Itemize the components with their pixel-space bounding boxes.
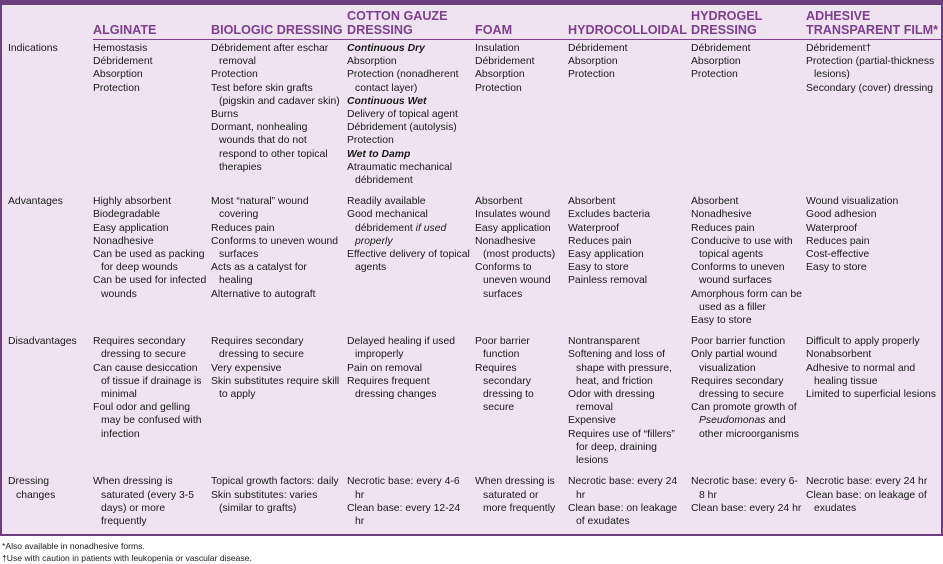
table-cell [211,333,347,473]
column-header: BIOLOGIC DRESSING [211,5,347,40]
list-item: Odor with dressing removal [568,389,655,414]
table-cell [475,193,568,333]
list-item: Good adhesion [806,209,877,221]
list-item: Amorphous form can be used as a filler [691,288,802,313]
table-cell [568,473,691,534]
subheading: Continuous Dry [347,43,425,54]
list-item: Can cause desiccation of tissue if drainage is minimal [93,362,202,401]
list-item: When dressing is saturated (every 3-5 days) or more frequently [93,476,194,527]
list-item: Easy application [568,249,644,261]
table-cell [691,193,806,333]
list-item: Absorbent [568,196,616,208]
list-item: Insulates wound [475,209,551,221]
list-item: Poor barrier function [475,336,530,361]
column-header: ALGINATE [93,5,211,40]
list-item: Test before skin grafts (pigskin and cadaver skin) [211,82,340,107]
list-item: Adhesive to normal and healing tissue [806,362,916,387]
list-item: Hemostasis [93,43,148,54]
table-cell [475,333,568,473]
row-label [2,193,93,333]
table-cell [93,40,211,194]
list-item: Easy to store [568,262,629,274]
list-item: Reduces pain [806,235,870,247]
list-item: Necrotic base: every 24 hr [806,476,928,488]
list-item: Clean base: on leakage of exudates [568,502,678,527]
list-item: Débridement [93,56,153,68]
table-cell [806,40,941,194]
list-item: Effective delivery of topical agents [347,249,470,274]
subheading: Continuous Wet [347,95,427,107]
list-item [691,401,802,441]
list-item: Easy application [93,222,169,234]
list-item: Débridement after eschar removal [211,43,329,68]
table-cell [347,473,475,534]
list-item: Requires secondary dressing to secure [691,375,784,401]
row-label [2,473,93,534]
column-header: ADHESIVE TRANSPARENT FILM* [806,5,941,40]
list-item: Absorption [347,56,397,68]
list-item: Absorption [93,69,143,81]
list-item: Pain on removal [347,362,423,374]
list-item: Insulation [475,43,520,54]
list-item: Alternative to autograft [211,288,316,300]
list-item: Biodegradable [93,209,161,221]
table-cell [93,193,211,333]
column-header: HYDROGEL DRESSING [691,5,806,40]
list-item: Excludes bacteria [568,209,651,221]
list-item: Débridement (autolysis) [347,122,457,134]
footnote-asterisk: *Also available in nonadhesive forms. [2,541,145,552]
list-item: Easy application [475,222,551,234]
list-item: Difficult to apply properly [806,336,920,348]
list-item: Very expensive [211,362,282,374]
list-item: Painless removal [568,275,648,287]
list-item: Delayed healing if used improperly [347,336,456,361]
list-item: Acts as a catalyst for healing [211,262,307,287]
list-item: Necrotic base: every 6-8 hr [691,476,798,501]
list-item: Most “natural” wound covering [211,196,309,221]
table-cell [211,473,347,534]
list-item: Easy to store [806,262,867,274]
table-row [2,193,941,333]
text-segment: and other microorganisms [699,415,799,440]
list-item: Protection [475,82,522,94]
table-cell [691,333,806,473]
list-item: Easy to store [691,315,752,327]
list-item: Conforms to uneven wound surfaces [211,235,339,261]
table-cell [475,473,568,534]
row-label-text: Disadvantages [8,336,77,348]
list-item: Nonabsorbent [806,349,872,361]
list-item: Skin substitutes require skill to apply [211,375,340,401]
table-cell [691,40,806,194]
table-cell [806,333,941,473]
list-item: Waterproof [806,222,858,234]
list-item: Conforms to uneven wound surfaces [475,262,551,300]
list-item: Clean base: every 12-24 hr [347,502,461,527]
list-item: Delivery of topical agent [347,109,458,121]
italic-text: Pseudomonas [699,415,766,427]
list-item: Protection (nonadherent contact layer) [347,69,459,94]
list-item: Wound visualization [806,196,899,208]
list-item: Clean base: on leakage of exudates [806,489,927,514]
list-item: Débridement [475,56,535,68]
list-item: Topical growth factors: daily [211,476,339,488]
list-item: Highly absorbent [93,196,171,208]
table-cell [568,193,691,333]
list-item: Requires use of “fillers” for deep, draining lesions [568,428,675,467]
table-cell [347,40,475,194]
text-segment: Good mechanical débridement [347,209,428,234]
list-item: Only partial wound visualization [691,349,778,374]
list-item: Conducive to use with topical agents [691,235,793,261]
wound-dressings-table [2,5,941,534]
table-row [2,40,941,194]
table-row [2,473,941,534]
table-cell [347,333,475,473]
list-item: Dormant, nonhealing wounds that do not respond to other topical therapies [211,122,328,173]
list-item: Softening and loss of shape with pressure, heat, and friction [568,349,672,387]
table-cell [211,40,347,194]
list-item: Débridement [691,43,751,54]
list-item: Reduces pain [211,222,275,234]
list-item: Absorbent [475,196,523,208]
table-cell [806,193,941,333]
list-item: Absorption [691,56,741,68]
header-blank [2,5,93,40]
row-label [2,333,93,473]
list-item: Absorption [568,56,618,68]
list-item: Nonadhesive [691,209,752,221]
footnote-dagger: †Use with caution in patients with leukopenia or vascular disease. [2,553,252,564]
list-item: Atraumatic mechanical débridement [347,161,453,187]
list-item: Protection [93,82,140,94]
list-item: Nonadhesive [93,235,154,247]
list-item: Foul odor and gelling may be confused with infection [93,402,202,440]
row-label-text: Dressing changes [8,476,56,501]
list-item: Absorption [475,69,525,81]
list-item [347,208,471,248]
list-item: Protection (partial-thickness lesions) [806,56,935,81]
table-cell [691,473,806,534]
list-item: Necrotic base: every 24 hr [568,476,678,501]
header-row [2,5,941,40]
list-item: Requires secondary dressing to secure [475,362,534,414]
list-item: Skin substitutes: varies (similar to grafts) [211,489,318,514]
list-item: Limited to superficial lesions [806,389,936,401]
table-row [2,333,941,473]
column-header: HYDROCOLLOIDAL [568,5,691,40]
list-item: Protection [568,69,615,81]
table-cell [211,193,347,333]
list-item: Cost-effective [806,249,870,261]
list-item: Waterproof [568,222,620,234]
list-item: Débridement [568,43,628,54]
text-segment: Can promote growth of [691,402,797,414]
table-cell [93,473,211,534]
table-cell [568,40,691,194]
column-header: FOAM [475,5,568,40]
list-item: Poor barrier function [691,336,786,348]
table-cell [806,473,941,534]
list-item: Reduces pain [568,235,632,247]
list-item: Protection [347,135,394,147]
list-item: Reduces pain [691,222,755,234]
subheading: Wet to Damp [347,148,411,160]
list-item: Readily available [347,196,426,208]
list-item: Nonadhesive (most products) [475,235,556,261]
list-item: Requires secondary dressing to secure [93,336,186,361]
row-label-text: Advantages [8,196,63,208]
list-item: Protection [691,69,738,81]
row-label [2,40,93,194]
list-item: Nontransparent [568,336,640,348]
table-cell [568,333,691,473]
list-item: Burns [211,109,239,121]
column-header: COTTON GAUZE DRESSING [347,5,475,40]
table-cell [93,333,211,473]
list-item: Secondary (cover) dressing [806,82,934,94]
list-item: Expensive [568,415,616,427]
list-item: Clean base: every 24 hr [691,502,802,514]
table-cell [475,40,568,194]
list-item: Débridement† [806,43,872,54]
list-item: Protection [211,69,258,81]
list-item: Conforms to uneven wound surfaces [691,262,785,287]
list-item: When dressing is saturated or more frequently [475,476,556,514]
footnotes [0,536,943,564]
italic-text: if used properly [355,222,447,247]
list-item: Necrotic base: every 4-6 hr [347,476,460,501]
list-item: Can be used for infected wounds [93,275,207,300]
list-item: Can be used as packing for deep wounds [93,249,205,274]
row-label-text: Indications [8,42,58,54]
table-cell [347,193,475,333]
list-item: Requires frequent dressing changes [347,375,437,401]
list-item: Absorbent [691,196,739,208]
list-item: Requires secondary dressing to secure [211,336,304,361]
